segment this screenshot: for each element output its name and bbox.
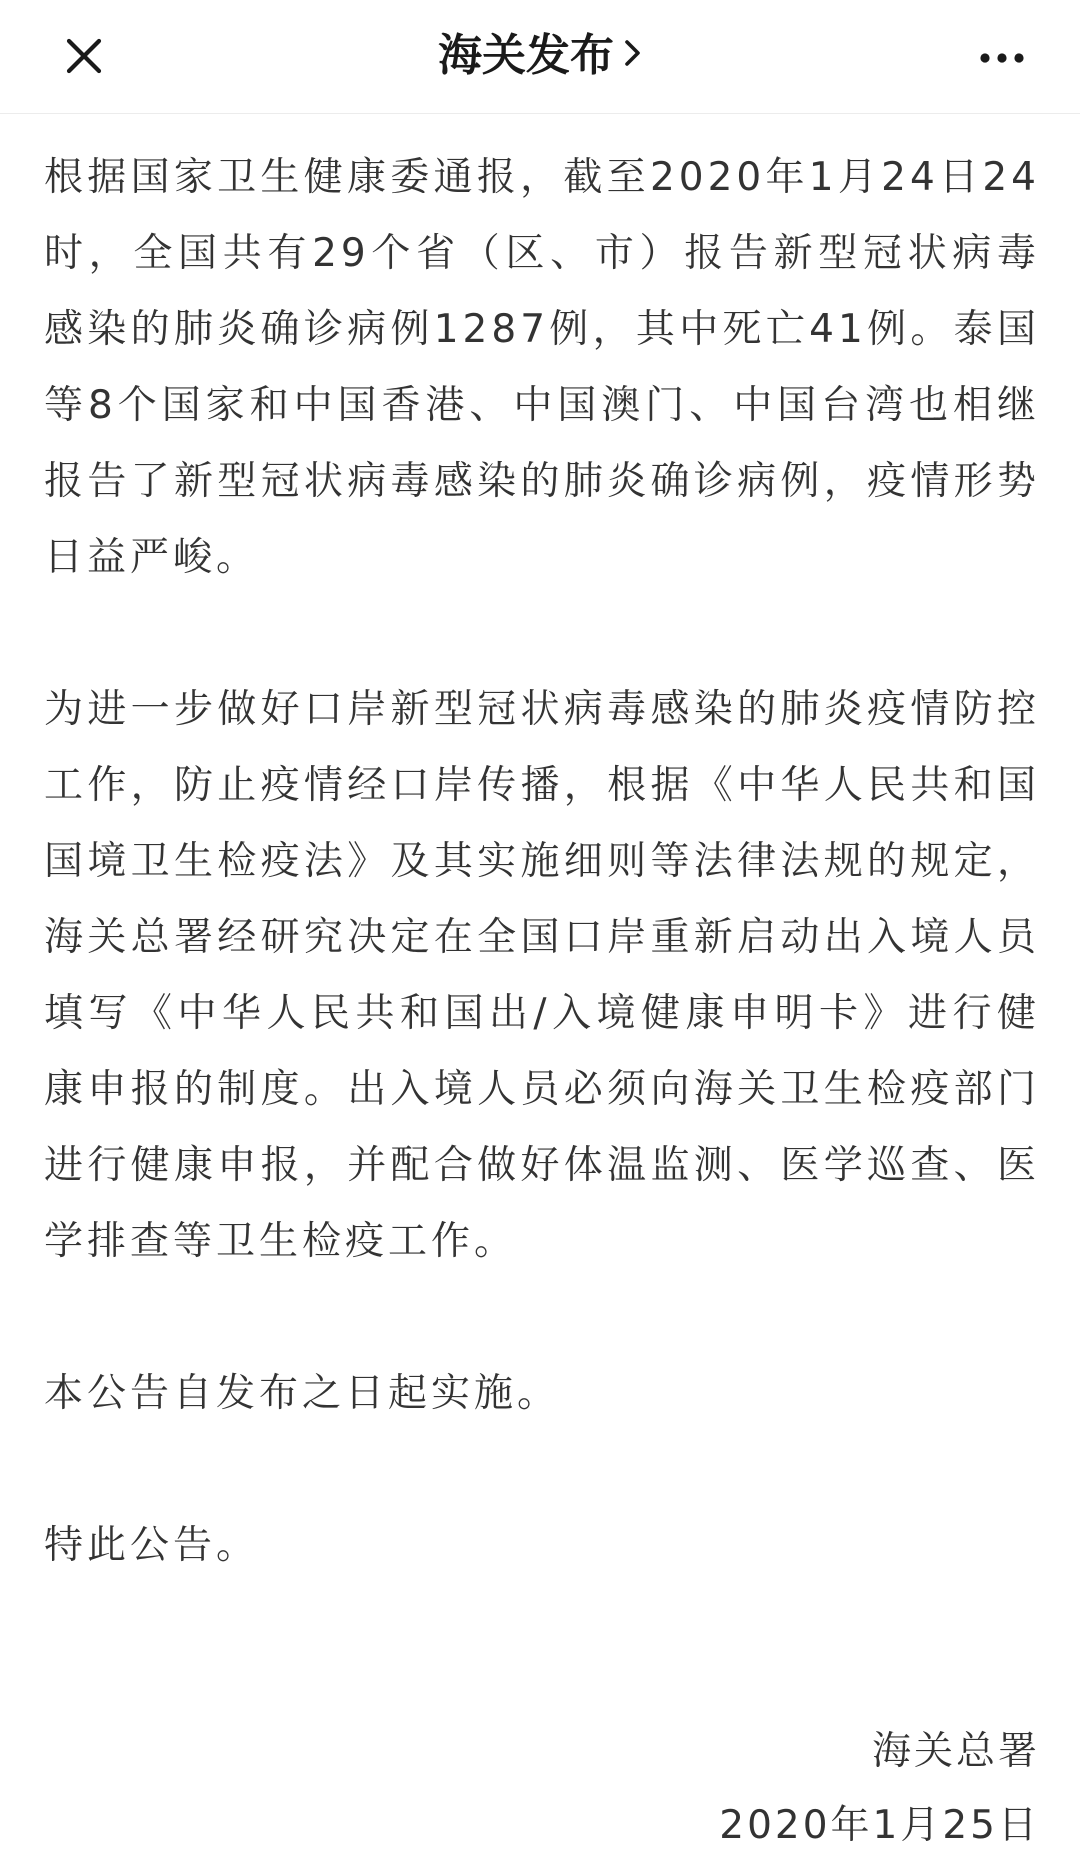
chevron-right-icon xyxy=(622,25,642,85)
top-navigation-bar xyxy=(0,0,1080,114)
more-horizontal-icon xyxy=(970,24,1034,88)
article-paragraph-4: 特此公告。 xyxy=(44,1523,260,1568)
signature-organization: 海关总署 xyxy=(871,1729,1040,1774)
article-paragraph-1: 根据国家卫生健康委通报，截至2020年1月24日24时，全国共有29个省（区、市）报告新型冠状病毒感染的肺炎确诊病例1287例，其中死亡41例。泰国等8个国家和中国香港、中国澳门、中国台湾也相继报告了新型冠状病毒感染的肺炎确诊病例，疫情形势日益严峻。 xyxy=(44,155,1040,580)
account-name-link[interactable] xyxy=(310,26,770,86)
article-paragraph-3: 本公告自发布之日起实施。 xyxy=(44,1371,561,1416)
article-paragraph-2: 为进一步做好口岸新型冠状病毒感染的肺炎疫情防控工作，防止疫情经口岸传播，根据《中华人民共和国国境卫生检疫法》及其实施细则等法律法规的规定，海关总署经研究决定在全国口岸重新启动出入境人员填写《中华人民共和国出/入境健康申明卡》进行健康申报的制度。出入境人员必须向海关卫生检疫部门进行健康申报，并配合做好体温监测、医学巡查、医学排查等卫生检疫工作。 xyxy=(44,687,1040,1264)
account-name: 海关发布 xyxy=(438,30,614,81)
close-button[interactable] xyxy=(52,24,116,88)
close-icon xyxy=(52,24,116,88)
signature-date: 2020年1月25日 xyxy=(719,1803,1040,1848)
article-body xyxy=(0,114,1080,1584)
more-options-button[interactable] xyxy=(970,24,1034,88)
